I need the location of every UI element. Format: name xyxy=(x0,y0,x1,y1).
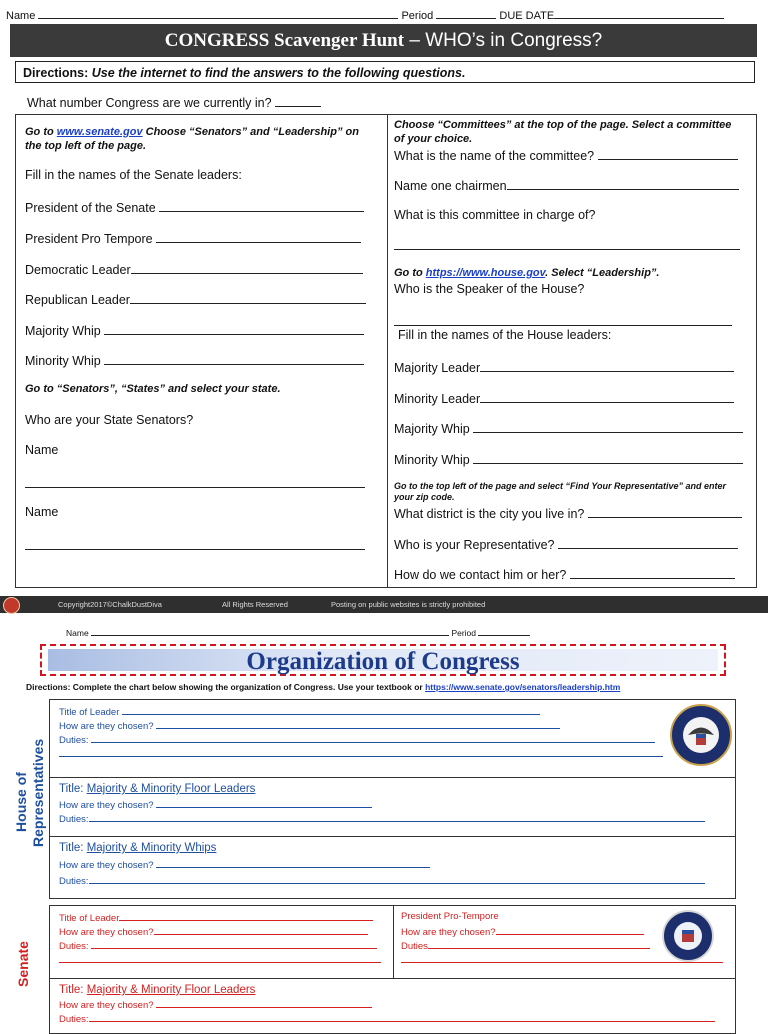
name2-blank[interactable] xyxy=(25,537,365,550)
house-floor-chosen-blank[interactable] xyxy=(156,798,372,808)
committee-name-row xyxy=(394,147,738,163)
pro-tempore-label: President Pro Tempore xyxy=(25,232,153,246)
representative-label: Who is your Representative? xyxy=(394,538,555,552)
organization-title-banner xyxy=(40,644,726,676)
house-intro xyxy=(394,267,659,279)
page1-title-sub: WHO’s in Congress? xyxy=(425,30,603,51)
rep-leader-label: Republican Leader xyxy=(25,293,130,307)
committee-name-label: What is the name of the committee? xyxy=(394,149,595,163)
house-majority-whip-blank[interactable] xyxy=(473,420,743,433)
house-whips-chosen-blank[interactable] xyxy=(156,858,430,868)
dem-leader-blank[interactable] xyxy=(131,261,363,274)
house-majority-whip-row xyxy=(394,420,743,436)
pro-tempore-row xyxy=(25,230,361,246)
minority-leader-label: Minority Leader xyxy=(394,392,481,406)
senate-seal-graphic xyxy=(666,914,710,958)
senate-floor-title-prefix: Title: xyxy=(59,984,87,996)
contact-label: How do we contact him or her? xyxy=(394,568,567,582)
senate-gov-link[interactable]: www.senate.gov xyxy=(56,126,143,138)
page2-directions-text: Directions: Complete the chart below showing the organization of Congress. Use your textbook or xyxy=(26,682,426,692)
congress-number-blank[interactable] xyxy=(275,94,321,107)
speaker-row xyxy=(394,313,732,329)
senate-majority-whip-row xyxy=(25,322,364,338)
house-seal-icon xyxy=(670,704,732,766)
house-title-row xyxy=(59,705,540,718)
name-blank[interactable] xyxy=(38,6,398,19)
senate-majority-whip-label: Majority Whip xyxy=(25,324,101,338)
contact-blank[interactable] xyxy=(570,566,735,579)
house-duties-row2 xyxy=(59,747,663,760)
dem-leader-row xyxy=(25,261,363,277)
house-whips-duties-row xyxy=(59,874,705,887)
president-senate-row xyxy=(25,199,364,215)
senate-title-row xyxy=(59,911,373,924)
pro-tempore-title-row xyxy=(401,911,499,922)
senate-leadership-link[interactable]: https://www.senate.gov/senators/leadership.htm xyxy=(425,682,621,692)
house-floor-title-value: Majority & Minority Floor Leaders xyxy=(86,783,256,795)
name1-blank[interactable] xyxy=(25,475,365,488)
senate-floor-duties-blank[interactable] xyxy=(89,1012,715,1022)
copyright-text: Copyright2017©ChalkDustDiva xyxy=(58,600,162,609)
house-whips-title-value: Majority & Minority Whips xyxy=(86,842,217,854)
page2-period-label: Period xyxy=(451,628,477,638)
house-floor-duties-label: Duties: xyxy=(59,814,89,825)
posting-text: Posting on public websites is strictly prohibited xyxy=(331,600,486,609)
period-label: Period xyxy=(401,10,434,22)
house-floor-duties-row xyxy=(59,812,705,825)
page1-title-main: CONGRESS Scavenger Hunt xyxy=(164,30,405,51)
representative-row xyxy=(394,536,738,552)
due-date-blank[interactable] xyxy=(554,6,724,19)
house-whips-duties-blank[interactable] xyxy=(89,874,705,884)
senate-floor-title-row xyxy=(59,984,255,996)
senate-intro-prefix: Go to xyxy=(25,126,57,138)
page1-title-bar xyxy=(10,24,757,57)
minority-leader-row xyxy=(394,390,734,406)
senate-floor-chosen-blank[interactable] xyxy=(156,998,372,1008)
house-minority-whip-label: Minority Whip xyxy=(394,453,470,467)
senate-intro xyxy=(25,125,375,153)
house-majority-whip-label: Majority Whip xyxy=(394,422,470,436)
name2-row xyxy=(25,537,365,553)
house-whips-title-prefix: Title: xyxy=(59,842,87,854)
pro-tempore-duties-row xyxy=(401,939,650,952)
pro-tempore-chosen-blank[interactable] xyxy=(496,925,644,935)
senate-seal-icon xyxy=(662,910,714,962)
house-whips-title-row xyxy=(59,842,216,854)
page2-name-label: Name xyxy=(66,628,89,638)
grid-divider xyxy=(387,115,388,587)
senate-box-divider xyxy=(393,906,394,978)
senate-intro-suffix: Choose “Senators” and “Leadership” on the top left of the page. xyxy=(25,126,359,152)
house-intro-prefix: Go to xyxy=(394,267,426,279)
speaker-question: Who is the Speaker of the House? xyxy=(394,282,585,296)
period-blank[interactable] xyxy=(436,6,496,19)
district-blank[interactable] xyxy=(588,505,742,518)
senate-title-blank[interactable] xyxy=(119,911,373,921)
house-gov-link[interactable]: https://www.house.gov xyxy=(425,267,546,279)
senate-duties-row xyxy=(59,939,377,952)
page2-directions xyxy=(26,682,620,692)
congress-number-label: What number Congress are we currently in? xyxy=(27,96,272,110)
senate-minority-whip-label: Minority Whip xyxy=(25,354,101,368)
senate-majority-whip-blank[interactable] xyxy=(104,322,364,335)
senate-floor-duties-row xyxy=(59,1012,715,1025)
house-chosen-label: How are they chosen? xyxy=(59,721,154,732)
district-label: What district is the city you live in? xyxy=(394,507,585,521)
committees-intro: Choose “Committees” at the top of the page. Select a committee of your choice. xyxy=(394,119,732,145)
president-senate-label: President of the Senate xyxy=(25,201,156,215)
senate-floor-chosen-label: How are they chosen? xyxy=(59,1000,154,1011)
name2-label: Name xyxy=(25,505,59,519)
house-whips-duties-label: Duties: xyxy=(59,876,89,887)
senate-chosen-blank[interactable] xyxy=(154,925,368,935)
pro-tempore-duties-blank[interactable] xyxy=(428,939,650,949)
house-title-label: Title of Leader xyxy=(59,707,120,718)
in-charge-question: What is this committee in charge of? xyxy=(394,208,596,222)
state-senators-question: Who are your State Senators? xyxy=(25,413,194,427)
senate-duties-blank2[interactable] xyxy=(59,953,381,963)
senate-duties-label: Duties: xyxy=(59,941,89,952)
page2-name-blank[interactable] xyxy=(91,626,449,636)
house-chosen-blank[interactable] xyxy=(156,719,560,729)
page1-question-grid xyxy=(15,114,757,588)
page1-title-dash: – xyxy=(404,30,426,51)
rep-leader-blank[interactable] xyxy=(130,291,366,304)
house-floor-chosen-row xyxy=(59,798,372,811)
senate-chosen-row xyxy=(59,925,368,938)
house-whips-box xyxy=(49,836,736,899)
president-senate-blank[interactable] xyxy=(159,199,364,212)
name-label: Name xyxy=(6,10,36,22)
chairmen-blank[interactable] xyxy=(507,177,739,190)
senate-leaders-box xyxy=(49,905,736,979)
house-seal-graphic xyxy=(674,708,728,762)
house-whips-chosen-label: How are they chosen? xyxy=(59,860,154,871)
house-intro-suffix: . Select “Leadership”. xyxy=(545,267,660,279)
rep-leader-row xyxy=(25,291,366,307)
house-floor-chosen-label: How are they chosen? xyxy=(59,800,154,811)
senate-minority-whip-row xyxy=(25,352,364,368)
house-floor-leaders-box xyxy=(49,777,736,837)
house-minority-whip-row xyxy=(394,451,743,467)
house-duties-blank[interactable] xyxy=(91,733,655,743)
chairmen-label: Name one chairmen xyxy=(394,179,507,193)
senate-duties-row2 xyxy=(59,953,381,966)
page1-header xyxy=(6,6,762,22)
pro-tempore-chosen-label: How are they chosen? xyxy=(401,927,496,938)
organization-title: Organization of Congress xyxy=(246,648,520,675)
house-duties-row xyxy=(59,733,655,746)
majority-leader-row xyxy=(394,359,734,375)
page2-header xyxy=(66,626,530,638)
dem-leader-label: Democratic Leader xyxy=(25,263,131,277)
chalkdustdiva-avatar xyxy=(3,597,20,614)
house-floor-title-prefix: Title: xyxy=(59,783,87,795)
pro-tempore-title-label: President Pro-Tempore xyxy=(401,911,499,922)
house-duties-blank2[interactable] xyxy=(59,747,663,757)
in-charge-row xyxy=(394,237,740,253)
senate-floor-duties-label: Duties: xyxy=(59,1014,89,1025)
senate-floor-title-value: Majority & Minority Floor Leaders xyxy=(86,984,256,996)
district-row xyxy=(394,505,742,521)
minority-leader-blank[interactable] xyxy=(480,390,734,403)
go-states-instruction: Go to “Senators”, “States” and select your state. xyxy=(25,383,281,395)
senate-floor-chosen-row xyxy=(59,998,372,1011)
in-charge-blank[interactable] xyxy=(394,237,740,250)
directions-label: Directions: xyxy=(23,66,89,80)
committee-name-blank[interactable] xyxy=(598,147,738,160)
directions-text: Use the internet to find the answers to the following questions. xyxy=(91,66,466,80)
house-side-label xyxy=(13,738,53,847)
senate-floor-leaders-box xyxy=(49,978,736,1034)
senate-chosen-label: How are they chosen? xyxy=(59,927,154,938)
house-title-blank[interactable] xyxy=(122,705,540,715)
house-duties-label: Duties: xyxy=(59,735,89,746)
rights-text: All Rights Reserved xyxy=(222,600,288,609)
house-floor-title-row xyxy=(59,783,255,795)
majority-leader-blank[interactable] xyxy=(480,359,734,372)
find-rep-instruction: Go to the top left of the page and select “Find Your Representative” and enter your zip code. xyxy=(394,481,727,502)
due-date-label: DUE DATE xyxy=(499,10,555,22)
chairmen-row xyxy=(394,177,739,193)
contact-row xyxy=(394,566,735,582)
majority-leader-label: Majority Leader xyxy=(394,361,481,375)
pro-tempore-blank[interactable] xyxy=(156,230,361,243)
house-minority-whip-blank[interactable] xyxy=(473,451,743,464)
congress-number-question xyxy=(27,94,321,110)
senate-title-label: Title of Leader xyxy=(59,913,120,924)
house-chosen-row xyxy=(59,719,560,732)
senate-minority-whip-blank[interactable] xyxy=(104,352,364,365)
speaker-blank[interactable] xyxy=(394,313,732,326)
page2-period-blank[interactable] xyxy=(478,626,530,636)
pro-tempore-duties-label: Duties xyxy=(401,941,428,952)
senate-side-label: Senate xyxy=(15,941,31,987)
representative-blank[interactable] xyxy=(558,536,738,549)
house-fill-in: Fill in the names of the House leaders: xyxy=(398,328,612,342)
name1-row xyxy=(25,475,365,491)
name1-label: Name xyxy=(25,443,59,457)
page1-directions xyxy=(15,61,755,83)
senate-fill-in: Fill in the names of the Senate leaders: xyxy=(25,168,242,182)
pro-tempore-chosen-row xyxy=(401,925,644,938)
house-label-line2: Representatives xyxy=(30,738,46,847)
house-floor-duties-blank[interactable] xyxy=(89,812,705,822)
house-whips-chosen-row xyxy=(59,858,430,871)
senate-duties-blank[interactable] xyxy=(91,939,377,949)
house-leader-box xyxy=(49,699,736,778)
copyright-footer xyxy=(0,596,768,613)
house-label-line1: House of xyxy=(13,772,29,832)
